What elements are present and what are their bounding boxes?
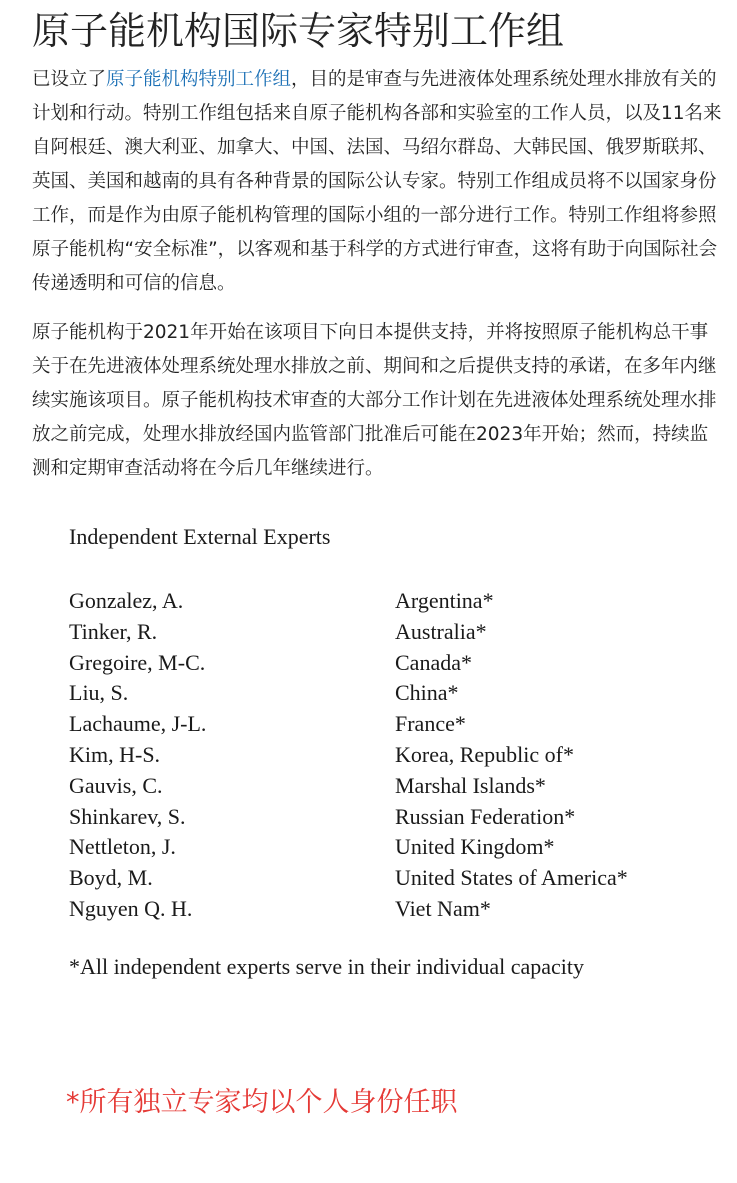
expert-row [69,740,709,771]
experts-list-image [0,500,737,1183]
expert-country: Korea, Republic of* [395,741,574,767]
expert-name: Kim, H-S. [69,741,161,767]
experts-heading: Independent External Experts [69,524,331,549]
expert-row [69,586,709,617]
expert-name: Gauvis, C. [69,772,163,798]
task-force-link[interactable]: 原子能机构特别工作组 [106,69,292,90]
expert-name: Gregoire, M-C. [69,649,206,675]
expert-country: United Kingdom* [395,834,555,860]
expert-country: France* [395,711,466,737]
expert-country: Russian Federation* [395,803,576,829]
expert-name: Nettleton, J. [69,834,176,860]
intro-paragraph [32,63,722,301]
experts-list [69,586,709,925]
expert-name: Tinker, R. [69,618,158,644]
support-paragraph: 原子能机构于2021年开始在该项目下向日本提供支持，并将按照原子能机构总干事关于在先进液体处理系统处理水排放之前、期间和之后提供支持的承诺，在多年内继续实施该项目。原子能机构技术审查的大部分工作计划在先进液体处理系统处理水排放之前完成，处理水排放经国内监管部门批准后可能在2023年开始；然而，持续监测和定期审查活动将在今后几年继续进行。 [32,322,717,479]
footnote-chinese: *所有独立专家均以个人身份任职 [66,1087,458,1118]
page-title: 原子能机构国际专家特别工作组 [32,9,565,53]
intro-prefix: 已设立了 [32,69,107,90]
expert-row [69,648,709,679]
expert-country: United States of America* [395,865,628,891]
expert-row [69,771,709,802]
expert-name: Boyd, M. [69,865,153,891]
expert-name: Lachaume, J-L. [69,711,207,737]
expert-name: Shinkarev, S. [69,803,186,829]
expert-row [69,678,709,709]
footnote-english: *All independent experts serve in their individual capacity [69,954,585,979]
expert-country: Canada* [395,649,472,675]
expert-row [69,894,709,925]
expert-name: Gonzalez, A. [69,588,184,613]
expert-country: China* [395,680,459,706]
expert-row [69,802,709,833]
expert-country: Australia* [395,618,487,644]
expert-name: Liu, S. [69,680,129,706]
expert-row [69,617,709,648]
expert-country: Viet Nam* [395,895,491,921]
expert-country: Argentina* [395,588,494,613]
intro-body: ，目的是审查与先进液体处理系统处理水排放有关的计划和行动。特别工作组包括来自原子能机构各部和实验室的工作人员，以及11名来自阿根廷、澳大利亚、加拿大、中国、法国、马绍尔群岛、大韩民国、俄罗斯联邦、英国、美国和越南的具有各种背景的国际公认专家。特别工作组成员将不以国家身份工作，而是作为由原子能机构管理的国际小组的一部分进行工作。特别工作组将参照原子能机构“安全标准”，以客观和基于科学的方式进行审查，这将有助于向国际社会传递透明和可信的信息。 [32,69,722,294]
expert-name: Nguyen Q. H. [69,895,193,921]
expert-row [69,832,709,863]
expert-country: Marshal Islands* [395,772,546,798]
expert-row [69,863,709,894]
expert-row [69,709,709,740]
